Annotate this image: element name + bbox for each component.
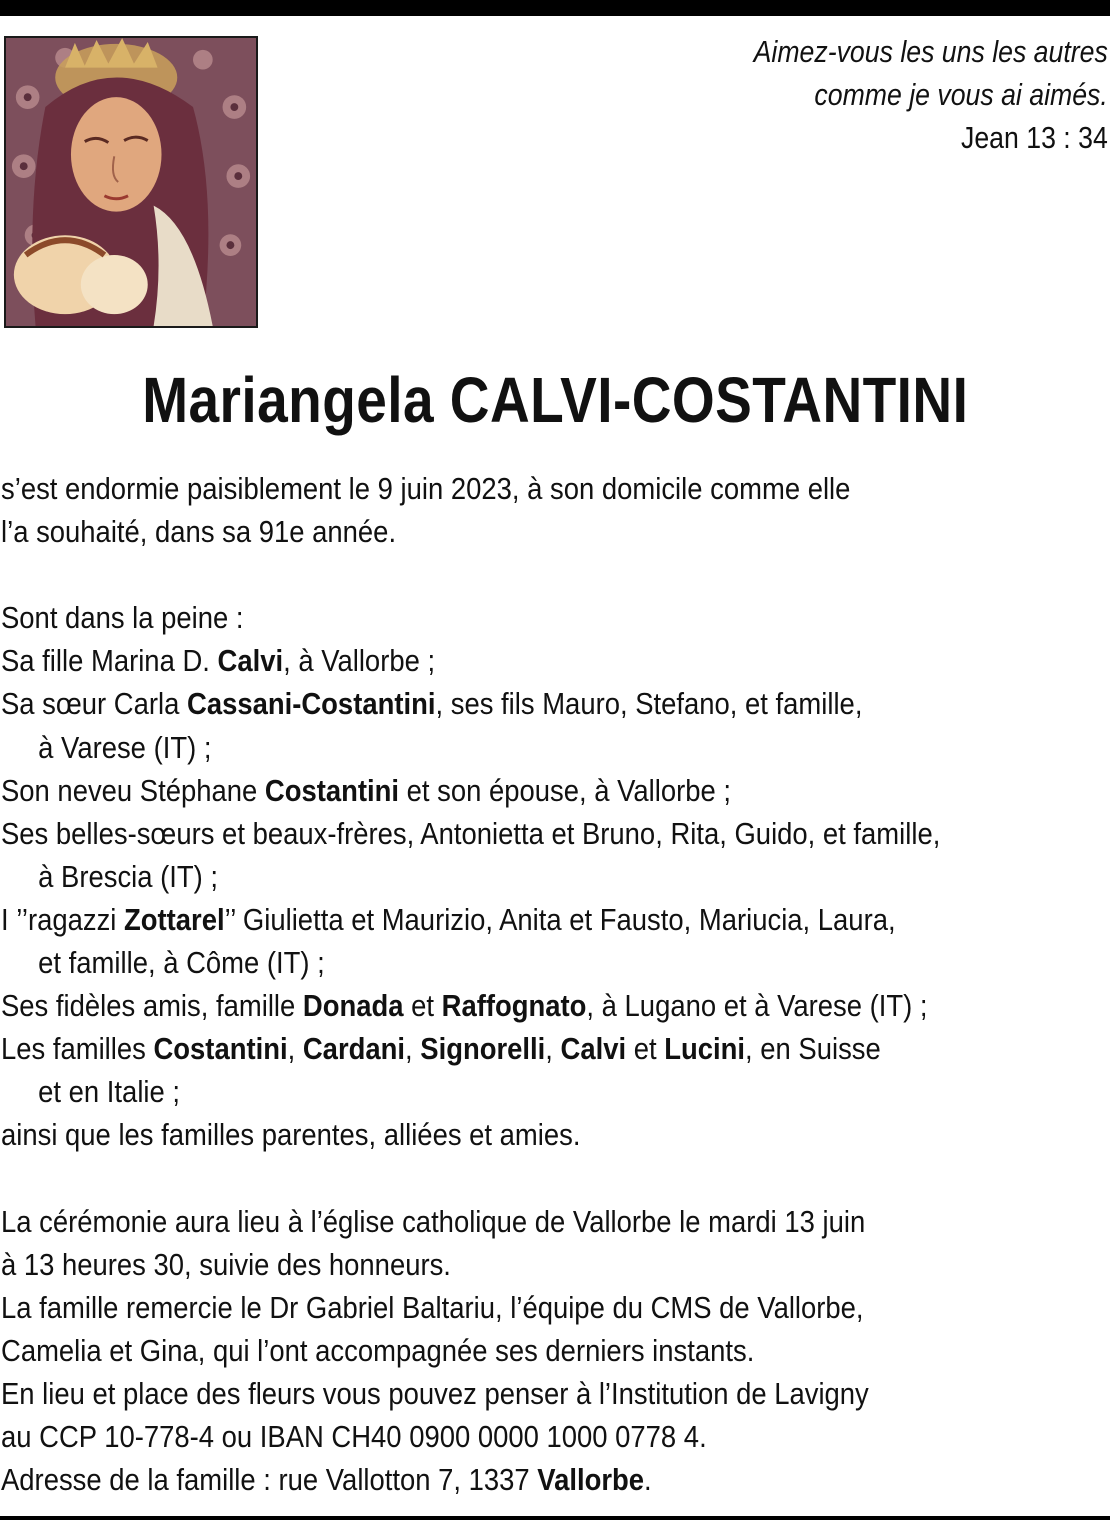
text: , (405, 1031, 421, 1067)
mourner-ragazzi-cont: et famille, à Côme (IT) ; (38, 945, 325, 981)
intro-line-2: l’a souhaité, dans sa 91e année. (1, 514, 397, 550)
text: Ses fidèles amis, famille (1, 988, 303, 1024)
verse-line-2: comme je vous ai aimés. (814, 77, 1108, 112)
text: , à Vallorbe ; (283, 643, 436, 679)
bottom-rule (0, 1516, 1110, 1520)
mourner-nephew (1, 769, 1107, 812)
surname: Cardani (302, 1031, 406, 1067)
mourners-heading: Sont dans la peine : (1, 600, 244, 636)
thanks-line-2: Camelia et Gina, qui l’ont accompagnée ses derniers instants. (1, 1332, 755, 1368)
text: et (626, 1031, 665, 1067)
mourner-ragazzi (1, 898, 1107, 941)
text: . (644, 1462, 652, 1498)
thanks-line-1: La famille remercie le Dr Gabriel Baltariu, l’équipe du CMS de Vallorbe, (1, 1289, 864, 1325)
bible-verse (754, 30, 1108, 159)
surname: Costantini (153, 1031, 288, 1067)
surname: Cassani-Costantini (187, 686, 436, 722)
mourner-inlaws-cont: à Brescia (IT) ; (38, 858, 219, 894)
intro-line-1: s’est endormie paisiblement le 9 juin 2023, à son domicile comme elle (1, 471, 851, 506)
top-rule (0, 0, 1110, 16)
mourner-sister-cont: à Varese (IT) ; (38, 729, 212, 765)
text: Les familles (1, 1031, 154, 1067)
mourner-families (1, 1027, 1107, 1070)
text: et son épouse, à Vallorbe ; (399, 772, 732, 808)
madonna-portrait-icon (4, 36, 258, 328)
donation-line-2: au CCP 10-778-4 ou IBAN CH40 0900 0000 1000 0778 4. (1, 1419, 707, 1455)
verse-reference: Jean 13 : 34 (961, 120, 1108, 155)
text: et (403, 988, 442, 1024)
mourner-friends (1, 984, 1107, 1027)
spacer (1, 553, 1107, 596)
surname: Costantini (264, 772, 400, 808)
text: I ’’ragazzi (1, 901, 125, 937)
text: Adresse de la famille : rue Vallotton 7, 1337 (1, 1462, 538, 1498)
text: , (545, 1031, 561, 1067)
text: Sa fille Marina D. (1, 643, 218, 679)
mourners-closing: ainsi que les familles parentes, alliées et amies. (1, 1117, 581, 1153)
deceased-name-text: Mariangela CALVI-COSTANTINI (141, 364, 969, 436)
text: , (287, 1031, 303, 1067)
donation-line-1: En lieu et place des fleurs vous pouvez penser à l’Institution de Lavigny (1, 1375, 869, 1411)
text: ’’ Giulietta et Maurizio, Anita et Fausto, Mariucia, Laura, (224, 901, 896, 937)
mourner-sister (1, 682, 1107, 725)
mourner-inlaws: Ses belles-sœurs et beaux-frères, Antonietta et Bruno, Rita, Guido, et famille, (1, 815, 941, 851)
mourner-families-cont: et en Italie ; (38, 1074, 181, 1110)
text: , en Suisse (745, 1031, 881, 1067)
text: Sa sœur Carla (1, 686, 188, 722)
ceremony-line-1: La cérémonie aura lieu à l’église catholique de Vallorbe le mardi 13 juin (1, 1203, 866, 1239)
surname: Calvi (560, 1031, 627, 1067)
obituary-text (1, 467, 1107, 1501)
surname: Zottarel (124, 901, 225, 937)
surname: Donada (302, 988, 404, 1024)
text: , à Lugano et à Varese (IT) ; (586, 988, 928, 1024)
ceremony-line-2: à 13 heures 30, suivie des honneurs. (1, 1246, 451, 1282)
town: Vallorbe (537, 1462, 645, 1498)
spacer (1, 1157, 1107, 1200)
surname: Lucini (664, 1031, 746, 1067)
surname: Raffognato (441, 988, 587, 1024)
mourner-daughter (1, 639, 1107, 682)
surname: Calvi (217, 643, 284, 679)
family-address (1, 1458, 1107, 1501)
verse-line-1: Aimez-vous les uns les autres (753, 34, 1108, 69)
text: Son neveu Stéphane (1, 772, 265, 808)
deceased-name (0, 360, 1110, 440)
surname: Signorelli (420, 1031, 546, 1067)
text: , ses fils Mauro, Stefano, et famille, (435, 686, 863, 722)
